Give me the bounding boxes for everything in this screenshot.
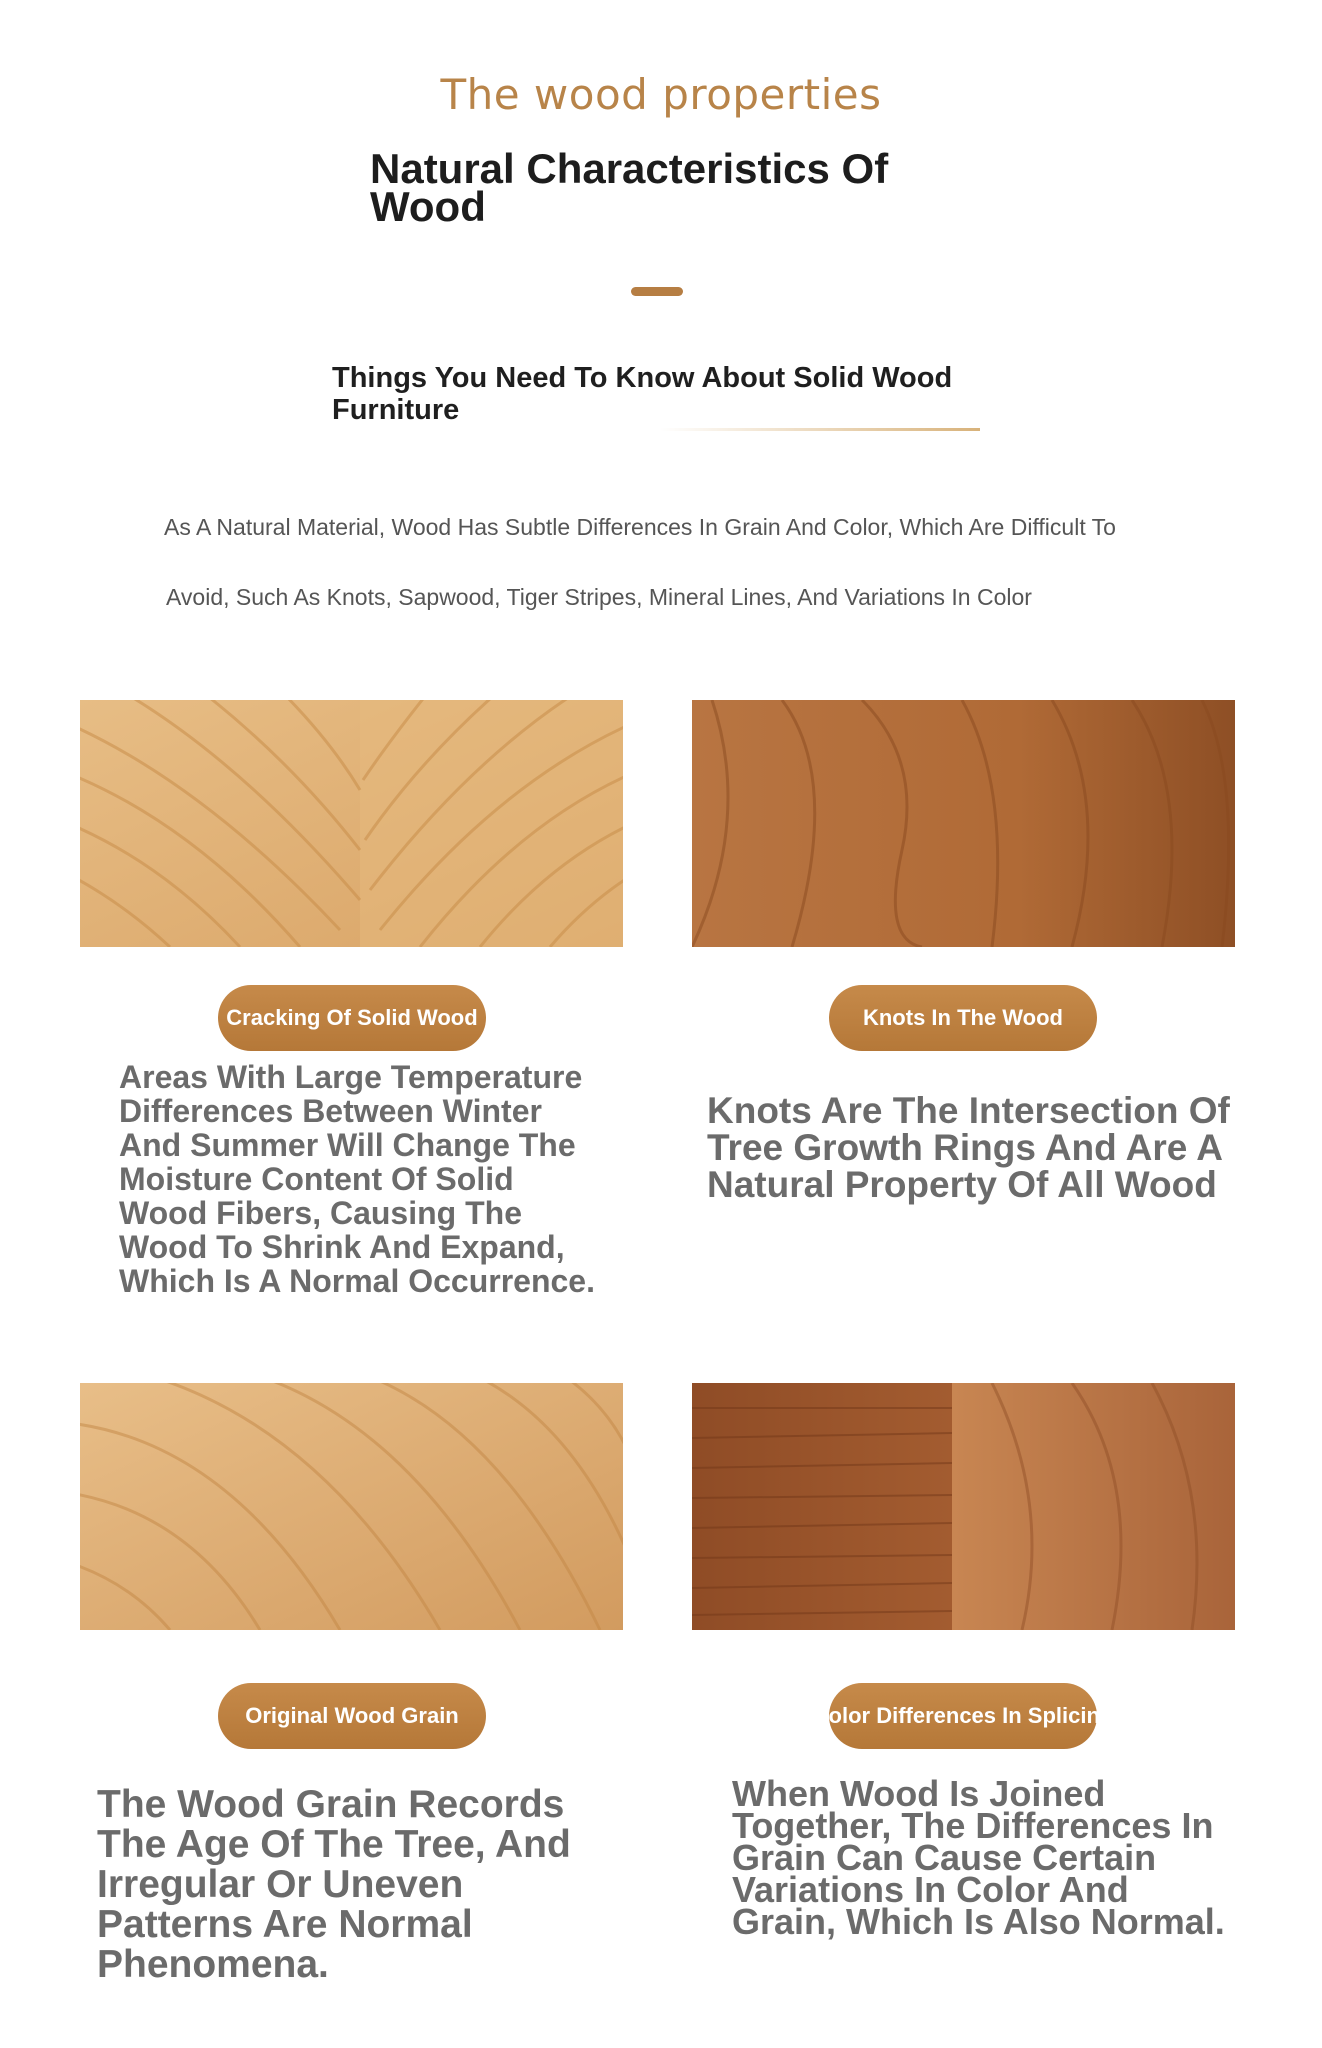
subtitle-underline (660, 428, 980, 431)
color-differences-label-pill: Color Differences In Splicing (829, 1683, 1097, 1749)
color-differences-description: When Wood Is Joined Together, The Differences In Grain Can Cause Certain Variations In Color And Grain, Which Is Also Normal. (732, 1773, 1225, 1942)
intro-text-line-2: Avoid, Such As Knots, Sapwood, Tiger Stripes, Mineral Lines, And Variations In Color (166, 584, 1032, 610)
original-grain-description: The Wood Grain Records The Age Of The Tree, And Irregular Or Uneven Patterns Are Normal Phenomena. (97, 1783, 571, 1986)
knots-label-pill: Knots In The Wood (829, 985, 1097, 1051)
section-eyebrow: The wood properties (440, 70, 882, 119)
page-title: Natural Characteristics Of Wood (370, 145, 889, 230)
title-accent-bar (631, 287, 683, 296)
knots-wood-image (692, 700, 1235, 947)
knots-description: Knots Are The Intersection Of Tree Growth Rings And Are A Natural Property Of All Wood (707, 1090, 1230, 1205)
color-differences-image (692, 1383, 1235, 1630)
cracking-label-pill: Cracking Of Solid Wood (218, 985, 486, 1051)
intro-text-line-1: As A Natural Material, Wood Has Subtle Differences In Grain And Color, Which Are Difficult To (164, 514, 1116, 540)
cracking-wood-image (80, 700, 623, 947)
section-subtitle: Things You Need To Know About Solid Wood Furniture (332, 362, 953, 426)
original-grain-image (80, 1383, 623, 1630)
original-grain-label-pill: Original Wood Grain (218, 1683, 486, 1749)
cracking-description: Areas With Large Temperature Differences Between Winter And Summer Will Change The Moisture Content Of Solid Wood Fibers, Causing The Wood To Shrink And Expand, Which Is A Normal Occurrence. (119, 1059, 595, 1299)
